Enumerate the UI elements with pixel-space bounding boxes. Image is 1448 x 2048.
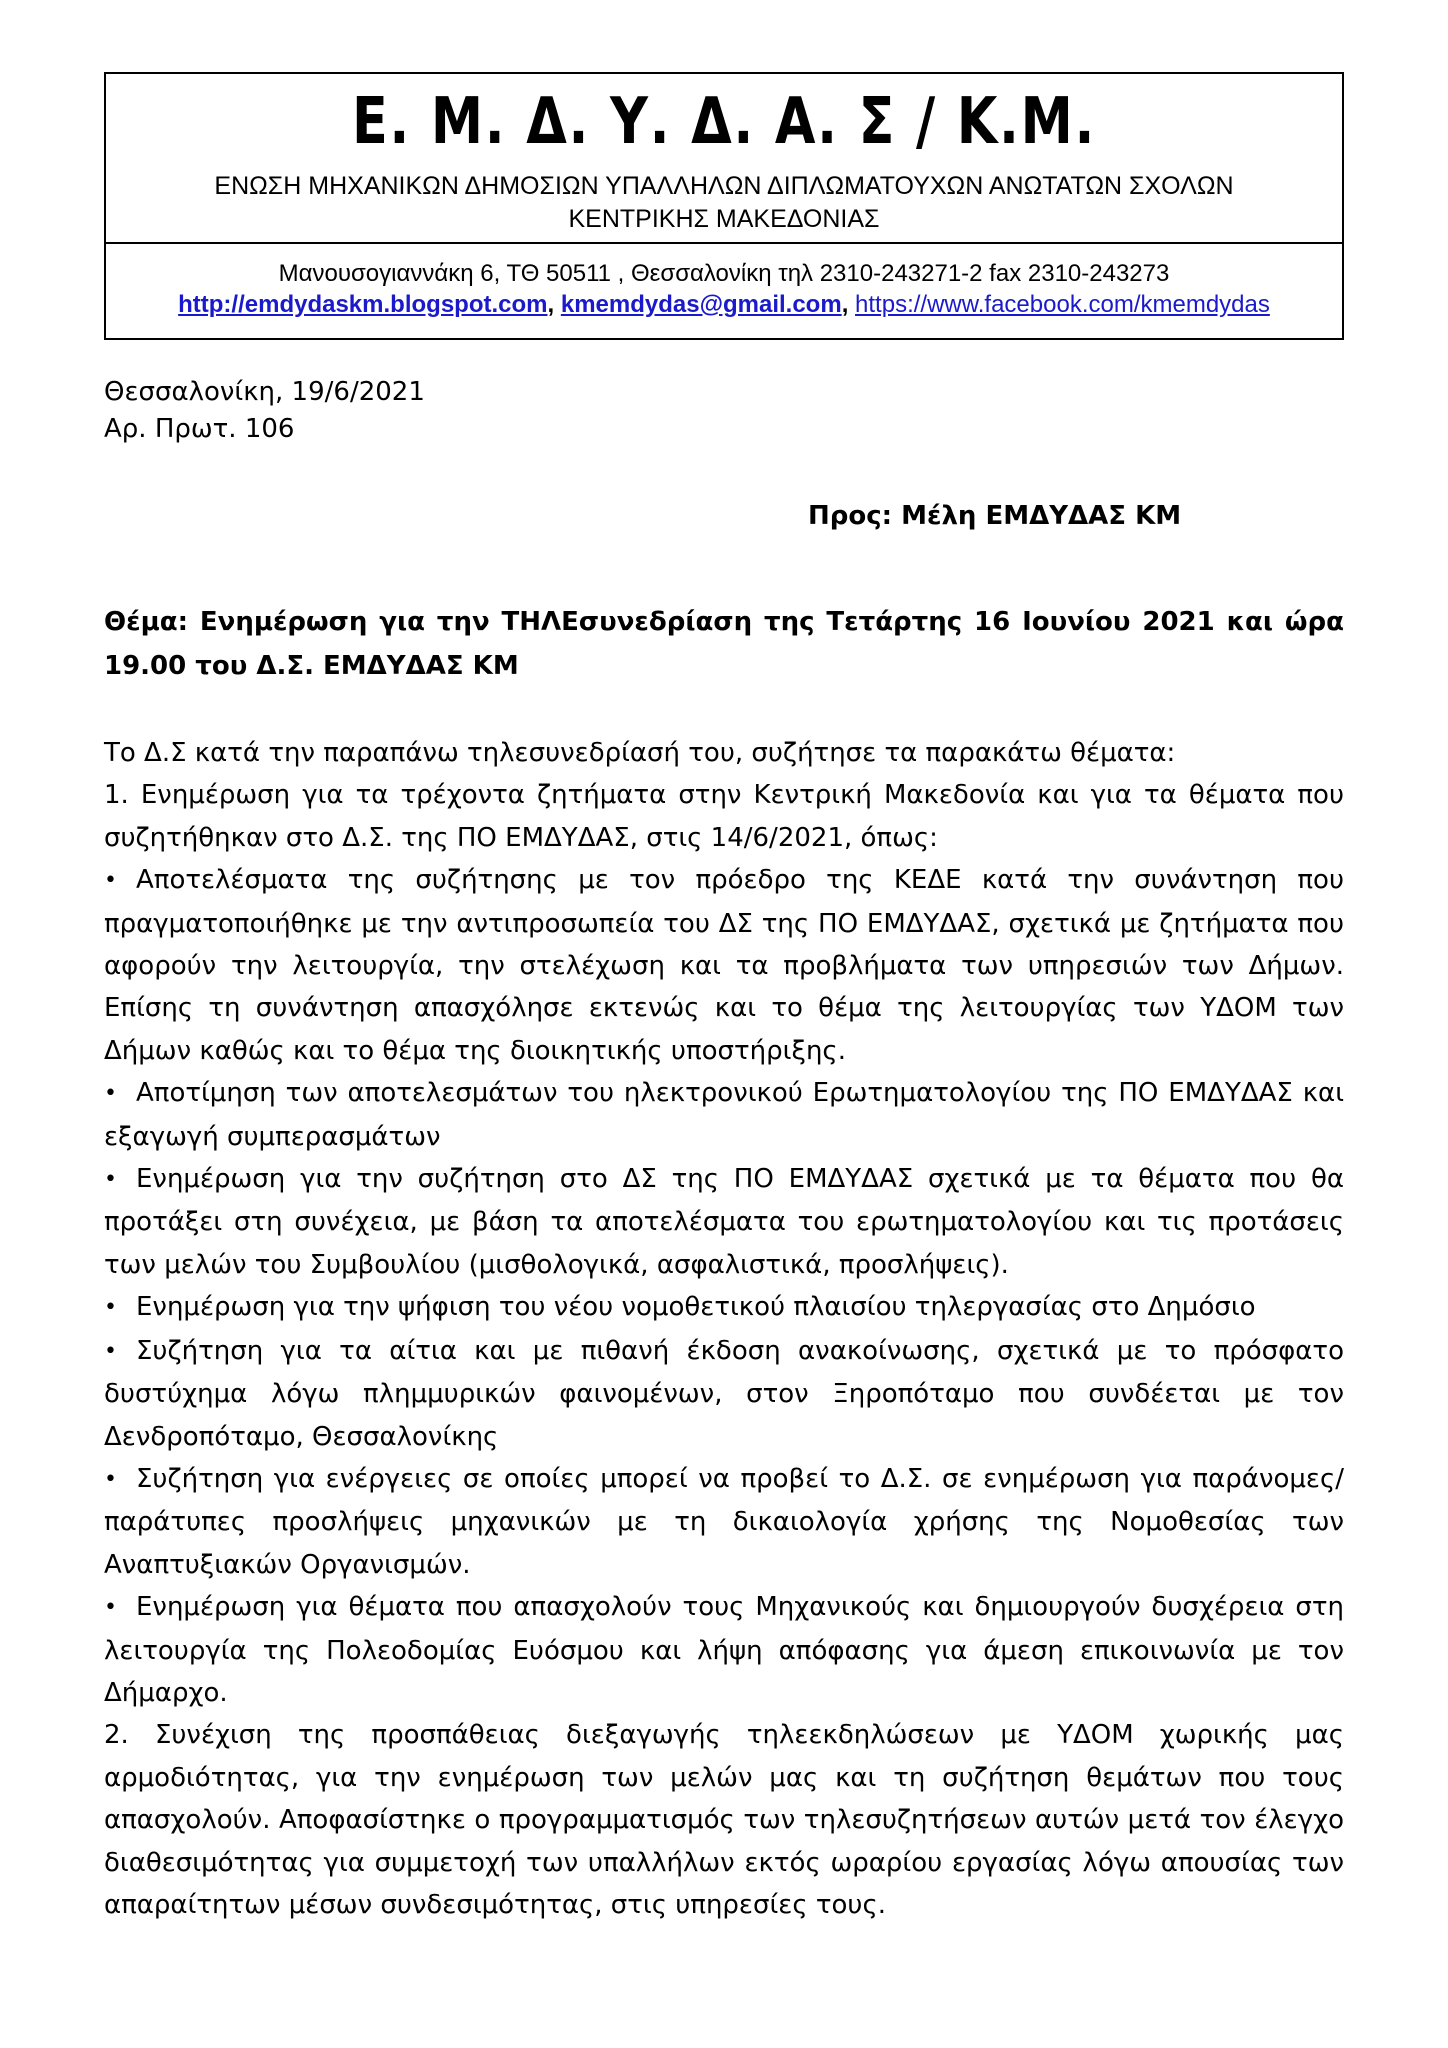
letterhead-top [106,74,1342,244]
bullet-icon: • [104,1295,117,1321]
bullet-text: Συζήτηση για τα αίτια και με πιθανή έκδοση ανακοίνωσης, σχετικά με το πρόσφατο δυστύχημα λόγω πλημμυρικών φαινομένων, στον Ξηροπόταμο που συνδέεται με τον Δενδροπόταμο, Θεσσαλονίκης [104,1335,1344,1452]
protocol-number: Αρ. Πρωτ. 106 [104,414,295,444]
contact-address: Μανουσογιαννάκη 6, ΤΘ 50511 , Θεσσαλονίκη τηλ 2310-243271-2 fax 2310-243273 [278,260,1170,287]
link-separator: , [841,291,849,318]
bullet-item [104,1458,1344,1586]
bullet-item [104,1072,1344,1158]
bullet-text: Συζήτηση για ενέργειες σε οποίες μπορεί να προβεί το Δ.Σ. σε ενημέρωση για παράνομες/παράτυπες προσλήψεις μηχανικών με τη δικαιολογία χρήσης της Νομοθεσίας των Αναπτυξιακών Οργανισμών. [104,1463,1344,1580]
bullet-text: Αποτελέσματα της συζήτησης με τον πρόεδρο της ΚΕΔΕ κατά την συνάντηση που πραγματοποιήθηκε με την αντιπροσωπεία του ΔΣ της ΠΟ ΕΜΔΥΔΑΣ, σχετικά με ζητήματα που αφορούν την λειτουργία, την στελέχωση και τα προβλήματα των υπηρεσιών των Δήμων. Επίσης τη συνάντηση απασχόλησε εκτενώς και το θέμα της λειτουργίας των ΥΔΟΜ των Δήμων καθώς και το θέμα της διοικητικής υποστήριξης. [104,865,1344,1066]
bullet-icon: • [104,1595,117,1621]
agenda-item-1: 1. Ενημέρωση για τα τρέχοντα ζητήματα στην Κεντρική Μακεδονία και για τα θέματα που συζητήθηκαν στο Δ.Σ. της ΠΟ ΕΜΔΥΔΑΣ, στις 14/6/2021, όπως: [104,780,1344,853]
bullet-icon: • [104,1167,117,1193]
subject-line: Θέμα: Ενημέρωση για την ΤΗΛΕσυνεδρίαση της Τετάρτης 16 Ιουνίου 2021 και ώρα 19.00 του Δ.Σ. ΕΜΔΥΔΑΣ ΚΜ [104,607,1344,681]
recipient: Προς: Μέλη ΕΜΔΥΔΑΣ ΚΜ [808,501,1182,531]
agenda-item-2: 2. Συνέχιση της προσπάθειας διεξαγωγής τηλεεκδηλώσεων με ΥΔΟΜ χωρικής μας αρμοδιότητας, για την ενημέρωση των μελών μας και τη συζήτηση θεμάτων που τους απασχολούν. Αποφασίστηκε ο προγραμματισμός των τηλεσυζητήσεων αυτών μετά τον έλεγχο διαθεσιμότητας για συμμετοχή των υπαλλήλων εκτός ωραρίου εργασίας λόγω απουσίας των απαραίτητων μέσων συνδεσιμότητας, στις υπηρεσίες τους. [104,1720,1344,1920]
bullet-icon: • [104,1466,117,1492]
intro-paragraph: Το Δ.Σ κατά την παραπάνω τηλεσυνεδρίασή του, συζήτησε τα παρακάτω θέματα: [104,738,1176,768]
contact-links [106,289,1342,320]
bullet-item [104,859,1344,1072]
bullet-item [104,1286,1344,1329]
bullet-item [104,1330,1344,1458]
document-meta [104,374,425,448]
facebook-link[interactable]: https://www.facebook.com/kmemdydas [855,291,1270,318]
letterhead-contact [106,244,1342,340]
bullet-icon: • [104,868,117,894]
bullet-text: Ενημέρωση για την συζήτηση στο ΔΣ της ΠΟ ΕΜΔΥΔΑΣ σχετικά με τα θέματα που θα προτάξει στη συνέχεια, με βάση τα αποτελέσματα του ερωτηματολογίου και τις προτάσεις των μελών του Συμβουλίου (μισθολογικά, ασφαλιστικά, προσλήψεις). [104,1164,1344,1280]
letterhead [104,72,1344,340]
organization-name-line2: ΚΕΝΤΡΙΚΗΣ ΜΑΚΕΔΟΝΙΑΣ [568,205,880,233]
bullet-text: Ενημέρωση για θέματα που απασχολούν τους Μηχανικούς και δημιουργούν δυσχέρεια στη λειτουργία της Πολεοδομίας Ευόσμου και λήψη απόφασης για άμεση επικοινωνία με τον Δήμαρχο. [104,1592,1344,1708]
email-link[interactable]: kmemdydas@gmail.com [560,291,842,318]
link-separator: , [547,291,555,318]
bullet-icon: • [104,1081,117,1107]
place-date: Θεσσαλονίκη, 19/6/2021 [104,377,425,407]
organization-name [106,170,1342,236]
bullet-item [104,1586,1344,1714]
bullet-text: Αποτίμηση των αποτελεσμάτων του ηλεκτρονικού Ερωτηματολογίου της ΠΟ ΕΜΔΥΔΑΣ και εξαγωγή συμπερασμάτων [104,1078,1344,1152]
organization-logo: Ε. Μ. Δ. Υ. Δ. Α. Σ / Κ.Μ. [351,85,1097,159]
organization-name-line1: ΕΝΩΣΗ ΜΗΧΑΝΙΚΩΝ ΔΗΜΟΣΙΩΝ ΥΠΑΛΛΗΛΩΝ ΔΙΠΛΩΜΑΤΟΥΧΩΝ ΑΝΩΤΑΤΩΝ ΣΧΟΛΩΝ [214,172,1234,200]
bullet-icon: • [104,1338,117,1364]
document-body [104,732,1344,1926]
bullet-text: Ενημέρωση για την ψήφιση του νέου νομοθετικού πλαισίου τηλεργασίας στο Δημόσιο [136,1292,1256,1323]
blog-link[interactable]: http://emdydaskm.blogspot.com [178,291,548,318]
bullet-item [104,1158,1344,1286]
